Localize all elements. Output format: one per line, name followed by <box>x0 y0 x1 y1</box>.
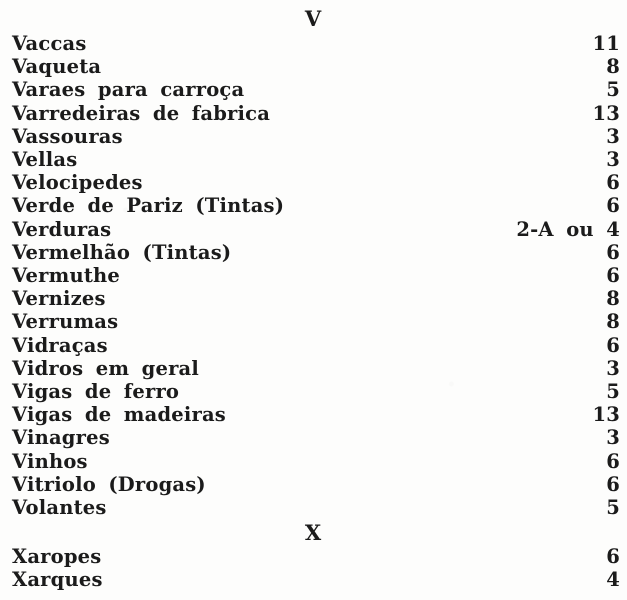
entry-value-text: 6 <box>606 171 620 195</box>
section-letter-heading: X <box>304 520 323 546</box>
entry-value-text: 6 <box>606 194 620 218</box>
entry-name-text: Velocipedes <box>12 171 143 195</box>
entry-name-text: Varredeiras de fabrica <box>12 101 271 125</box>
entry-name-text: Vitriolo (Drogas) <box>12 472 206 496</box>
entry-value-text: 11 <box>592 32 620 55</box>
entry-value-text: 8 <box>606 55 620 79</box>
index-entry-row <box>0 426 627 449</box>
entry-name-text: Vidraças <box>12 333 108 357</box>
entry-name-text: Volantes <box>12 496 107 520</box>
entry-name-text: Vermuthe <box>12 264 121 288</box>
entry-name-text: Vermelhão (Tintas) <box>12 240 232 264</box>
index-entry-row <box>0 171 627 194</box>
index-entry-row <box>0 102 627 125</box>
entry-value-text: 6 <box>606 240 620 264</box>
page-content <box>0 6 627 592</box>
entry-name-text: Vaccas <box>12 32 87 55</box>
entry-name-text: Vaqueta <box>12 55 102 79</box>
entry-name-text: Vigas de ferro <box>12 380 180 404</box>
entry-value-text: 5 <box>606 496 620 520</box>
index-entry-row <box>0 380 627 403</box>
entry-value-text: 8 <box>606 310 620 334</box>
entry-value-text: 13 <box>592 403 620 427</box>
entry-name-text: Vigas de madeiras <box>12 403 226 427</box>
entry-value-text: 2-A ou 4 <box>516 217 620 241</box>
index-entry-row <box>0 545 627 568</box>
index-entry-row <box>0 55 627 78</box>
entry-name-text: Vidros em geral <box>12 356 199 380</box>
index-entry-row <box>0 450 627 473</box>
entry-list <box>0 32 627 519</box>
entry-value-text: 8 <box>606 287 620 311</box>
entry-value-text: 6 <box>606 264 620 288</box>
index-entry-row <box>0 473 627 496</box>
index-entry-row <box>0 78 627 101</box>
entry-name-text: Verduras <box>12 217 112 241</box>
entry-name-text: Vinagres <box>12 426 110 450</box>
entry-value-text: 5 <box>606 78 620 102</box>
entry-list <box>0 545 627 591</box>
entry-value-text: 13 <box>592 101 620 125</box>
entry-name-text: Vellas <box>12 148 78 172</box>
index-entry-row <box>0 287 627 310</box>
entry-value-text: 4 <box>606 568 620 592</box>
entry-name-text: Verrumas <box>12 310 119 334</box>
entry-value-text: 3 <box>606 124 620 148</box>
entry-value-text: 6 <box>606 333 620 357</box>
index-entry-row <box>0 496 627 519</box>
index-entry-row <box>0 334 627 357</box>
entry-value-text: 3 <box>606 426 620 450</box>
index-entry-row <box>0 32 627 55</box>
entry-name-text: Xarques <box>12 568 103 592</box>
index-entry-row <box>0 403 627 426</box>
index-entry-row <box>0 357 627 380</box>
index-entry-row <box>0 218 627 241</box>
entry-name-text: Verde de Pariz (Tintas) <box>12 194 285 218</box>
entry-value-text: 3 <box>606 356 620 380</box>
index-entry-row <box>0 310 627 333</box>
entry-name-text: Vassouras <box>12 124 123 148</box>
entry-value-text: 3 <box>606 148 620 172</box>
entry-value-text: 6 <box>606 545 620 569</box>
entry-name-text: Vernizes <box>12 287 106 311</box>
index-section <box>0 6 627 519</box>
entry-name-text: Varaes para carroça <box>12 78 245 102</box>
index-entry-row <box>0 125 627 148</box>
entry-name-text: Vinhos <box>12 449 88 473</box>
entry-value-text: 6 <box>606 449 620 473</box>
entry-name-text: Xaropes <box>12 545 102 569</box>
entry-value-text: 6 <box>606 472 620 496</box>
index-entry-row <box>0 148 627 171</box>
index-entry-row <box>0 264 627 287</box>
index-entry-row <box>0 194 627 217</box>
index-entry-row <box>0 568 627 591</box>
section-letter-heading: V <box>304 6 323 31</box>
index-section <box>0 519 627 591</box>
entry-value-text: 5 <box>606 380 620 404</box>
index-entry-row <box>0 241 627 264</box>
